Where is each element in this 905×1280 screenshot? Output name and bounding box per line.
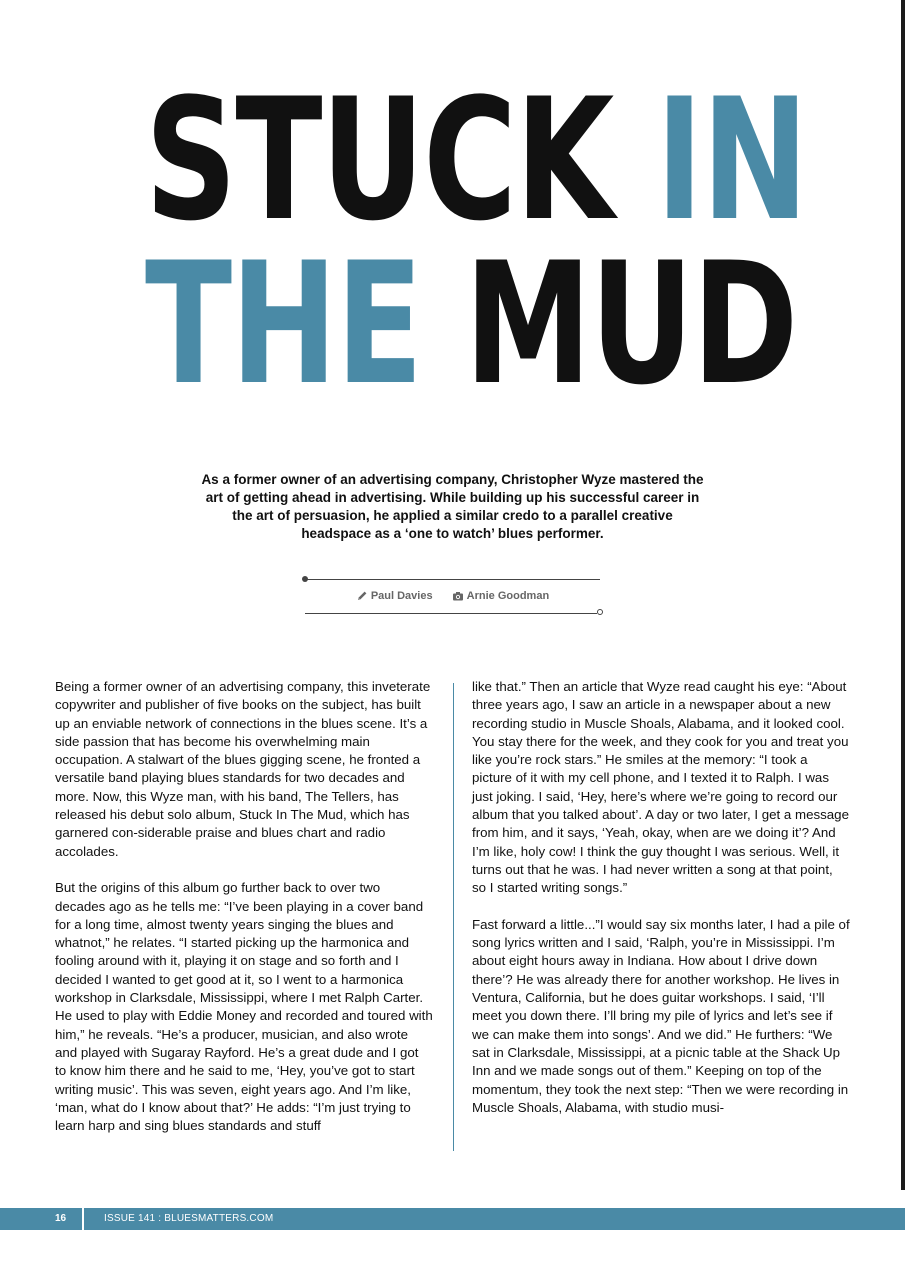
body-paragraph: Being a former owner of an advertising company, this inveterate copywriter and publisher of five books on the subject, has built up an enviable network of connections in the blues scene. It’s a side passion that has become his overwhelming main occupation. A stalwart of the blues gigging scene, he fronted a versatile band playing blues standards for two decades and more. Now, this Wyze man, with his band, The Tellers, has released his debut solo album, Stuck In The Mud, which has garnered con-siderable praise and blues chart and radio accolades. bbox=[55, 679, 431, 859]
writer-name: Paul Davies bbox=[370, 590, 433, 602]
column-divider bbox=[453, 683, 454, 1151]
page-number: 16 bbox=[55, 1213, 67, 1224]
body-paragraph: like that.” Then an article that Wyze read caught his eye: “About three years ago, I saw an article in a newspaper about a new recording studio in Muscle Shoals, Alabama, and it looked cool. You stay there for the week, and they cook for you and treat you like you’re rock stars.” He smiles at the memory: “I took a picture of it with my cell phone, and I texted it to Ralph. I was just joking. I said, ‘Hey, here’s where we’re going to record our album that you talked about’. A day or two later, I get a message from him, and it says, ‘Yeah, okay, when are we doing it’? And I’m like, holy cow! I think the guy thought I was serious. Well, it turns out that he was. I had never written a song at that point, so I started writing songs.” bbox=[472, 679, 849, 896]
body-column-right bbox=[472, 678, 850, 1135]
byline bbox=[305, 575, 600, 617]
title-word-mud: MUD bbox=[464, 226, 797, 422]
title-word-stuck: STUCK bbox=[145, 62, 613, 258]
camera-icon bbox=[452, 590, 464, 602]
body-paragraph: Fast forward a little...”I would say six months later, I had a pile of song lyrics written and I said, ‘Ralph, you’re in Mississippi. I’m about eight hours away in Indiana. How about I drive down there’? He was already there for another workshop. He lives in Ventura, California, but he does guitar workshops. I said, ‘I’ll meet you down there. I’ll bring my pile of lyrics and let’s see if we can make them into songs’. And we did.” He furthers: “We sat in Clarksdale, Mississippi, at a picnic table at the Shack Up Inn and we made songs out of them.” Keeping on top of the momentum, they took the next step: “Then we were recording in Muscle Shoals, Alabama, with studio musi- bbox=[472, 916, 850, 1115]
byline-dot-right bbox=[597, 609, 603, 615]
title-line-2 bbox=[145, 226, 797, 422]
article-standfirst: As a former owner of an advertising company, Christopher Wyze mastered the art of getting ahead in advertising. While building up his successful career in the art of persuasion, he applied a similar credo to a parallel creative headspace as a ‘one to watch’ blues performer. bbox=[201, 472, 704, 541]
pencil-icon bbox=[356, 590, 368, 602]
footer-separator bbox=[82, 1208, 84, 1230]
byline-rule-top bbox=[305, 579, 600, 580]
page-footer bbox=[0, 1208, 905, 1230]
title-word-in: IN bbox=[655, 62, 808, 258]
writer-credit bbox=[356, 590, 433, 602]
title-word-the: THE bbox=[145, 226, 422, 422]
title-line-1 bbox=[145, 62, 808, 258]
body-paragraph: But the origins of this album go further back to over two decades ago as he tells me: “I’ve been playing in a cover band for a long time, almost twenty years singing the blues and whatnot,” he relates. “I started picking up the harmonica and fooling around with it, playing it on stage and so forth and I decided I wanted to get good at it, so I went to a harmonica workshop in Clarksdale, Mississippi, where I met Ralph Carter. He used to play with Eddie Money and recorded and toured with him,” he reveals. “He’s a producer, musician, and also wrote and played with Sugaray Rayford. He’s a great dude and I got to know him there and he said to me, ‘Hey, you’ve got to start writing music’. This was seven, eight years ago. And I’m like, ‘man, what do I know about that?’ He adds: “I’m just trying to learn harp and sing blues standards and stuff bbox=[55, 880, 433, 1134]
byline-rule-bottom bbox=[305, 613, 597, 614]
photographer-name: Arnie Goodman bbox=[466, 590, 550, 602]
article-title bbox=[145, 62, 808, 422]
page-edge-strip bbox=[901, 0, 905, 1190]
body-column-left bbox=[55, 678, 433, 1154]
issue-label: ISSUE 141 : BLUESMATTERS.COM bbox=[104, 1213, 274, 1224]
photographer-credit bbox=[452, 590, 550, 602]
credits bbox=[305, 590, 600, 605]
byline-dot-left bbox=[302, 576, 308, 582]
